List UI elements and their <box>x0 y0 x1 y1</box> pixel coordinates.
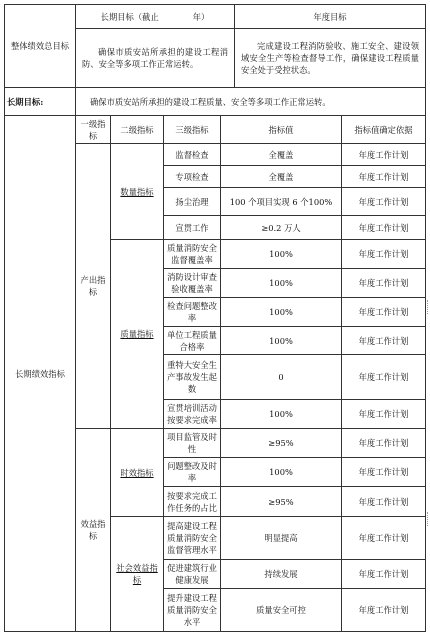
level1-output: 产出指标 <box>76 144 111 429</box>
indicator-name: 按要求完成工作任务的占比 <box>164 487 221 517</box>
overall-goal-label: 整体绩效总目标 <box>5 5 76 88</box>
indicator-name: 专项检查 <box>164 166 221 188</box>
indicator-name: 宣贯工作 <box>164 216 221 240</box>
indicator-value: 持续发展 <box>221 560 342 589</box>
column-header-level3: 三级指标 <box>164 116 221 144</box>
column-header-value: 指标值 <box>221 116 342 144</box>
indicator-name: 宣贯培训活动按要求完成率 <box>164 400 221 429</box>
indicator-name: 提高建设工程质量消防安全监督管理水平 <box>164 517 221 560</box>
indicator-name: 问题整改及时率 <box>164 458 221 487</box>
indicator-basis: 年度工作计划 <box>342 327 426 355</box>
indicator-name: 消防设计审查验收覆盖率 <box>164 269 221 298</box>
level2-quantity: 数量指标 <box>111 144 164 240</box>
indicator-basis: 年度工作计划 <box>342 487 426 517</box>
indicator-value: 全覆盖 <box>221 144 342 166</box>
indicator-value: 100% <box>221 240 342 269</box>
indicator-section-label: 长期绩效指标 <box>5 116 76 632</box>
indicator-basis: 年度工作计划 <box>342 166 426 188</box>
performance-goal-table <box>4 4 426 632</box>
indicator-basis: 年度工作计划 <box>342 240 426 269</box>
indicator-value: 明显提高 <box>221 517 342 560</box>
indicator-value: 全覆盖 <box>221 166 342 188</box>
indicator-value: ≥95% <box>221 487 342 517</box>
indicator-name: 重特大安全生产事故发生起数 <box>164 355 221 400</box>
level2-timeliness: 时效指标 <box>111 429 164 517</box>
indicator-name: 检查问题整改率 <box>164 298 221 327</box>
long-term-goal-text: 确保市质安站所承担的建设工程消防、安全等多项工作正常运转。 <box>76 29 235 88</box>
annual-goal-text: 完成建设工程消防验收、施工安全、建设领域安全生产等检查督导工作，确保建设工程质量安全处于受控状态。 <box>235 29 426 88</box>
indicator-name: 促进建筑行业健康发展 <box>164 560 221 589</box>
indicator-name: 扬尘治理 <box>164 188 221 216</box>
long-term-text: 确保市质安站所承担的建设工程质量、安全等多项工作正常运转。 <box>76 88 426 116</box>
indicator-basis: 年度工作计划 <box>342 517 426 560</box>
level2-quality: 质量指标 <box>111 240 164 429</box>
indicator-basis: 年度工作计划 <box>342 458 426 487</box>
indicator-value: 100% <box>221 400 342 429</box>
long-term-goal-header-suffix: 年） <box>192 11 210 22</box>
indicator-basis: 年度工作计划 <box>342 216 426 240</box>
level2-social-benefit: 社会效益指标 <box>111 517 164 632</box>
indicator-name: 监督检查 <box>164 144 221 166</box>
indicator-value: 质量安全可控 <box>221 589 342 632</box>
level1-benefit: 效益指标 <box>76 429 111 632</box>
column-header-level1: 一级指标 <box>76 116 111 144</box>
indicator-value: 100% <box>221 269 342 298</box>
indicator-value: 100% <box>221 327 342 355</box>
column-header-basis: 指标值确定依据 <box>342 116 426 144</box>
indicator-basis: 年度工作计划 <box>342 144 426 166</box>
column-header-level2: 二级指标 <box>111 116 164 144</box>
indicator-name: 单位工程质量合格率 <box>164 327 221 355</box>
indicator-basis: 年度工作计划 <box>342 188 426 216</box>
long-term-goal-header <box>76 5 235 29</box>
indicator-value: 100% <box>221 458 342 487</box>
indicator-value: ≥95% <box>221 429 342 458</box>
indicator-basis: 年度工作计划 <box>342 429 426 458</box>
long-term-goal-header-prefix: 长期目标（截止 <box>100 11 159 22</box>
indicator-basis: 年度工作计划 <box>342 355 426 400</box>
long-term-label: 长期目标: <box>5 88 76 116</box>
indicator-basis: 年度工作计划 <box>342 269 426 298</box>
indicator-name: 提升建设工程质量消防安全水平 <box>164 589 221 632</box>
indicator-value: 0 <box>221 355 342 400</box>
annual-goal-header: 年度目标 <box>235 5 426 29</box>
indicator-value: ≥0.2 万人 <box>221 216 342 240</box>
indicator-value: 100 个项目实现 6 个100% <box>221 188 342 216</box>
indicator-name: 项目监管及时性 <box>164 429 221 458</box>
indicator-basis: 年度工作计划 <box>342 560 426 589</box>
indicator-value: 100% <box>221 298 342 327</box>
indicator-basis: 年度工作计划 <box>342 400 426 429</box>
indicator-basis: 年度工作计划 <box>342 298 426 327</box>
indicator-basis: 年度工作计划 <box>342 589 426 632</box>
indicator-name: 质量消防安全监督覆盖率 <box>164 240 221 269</box>
